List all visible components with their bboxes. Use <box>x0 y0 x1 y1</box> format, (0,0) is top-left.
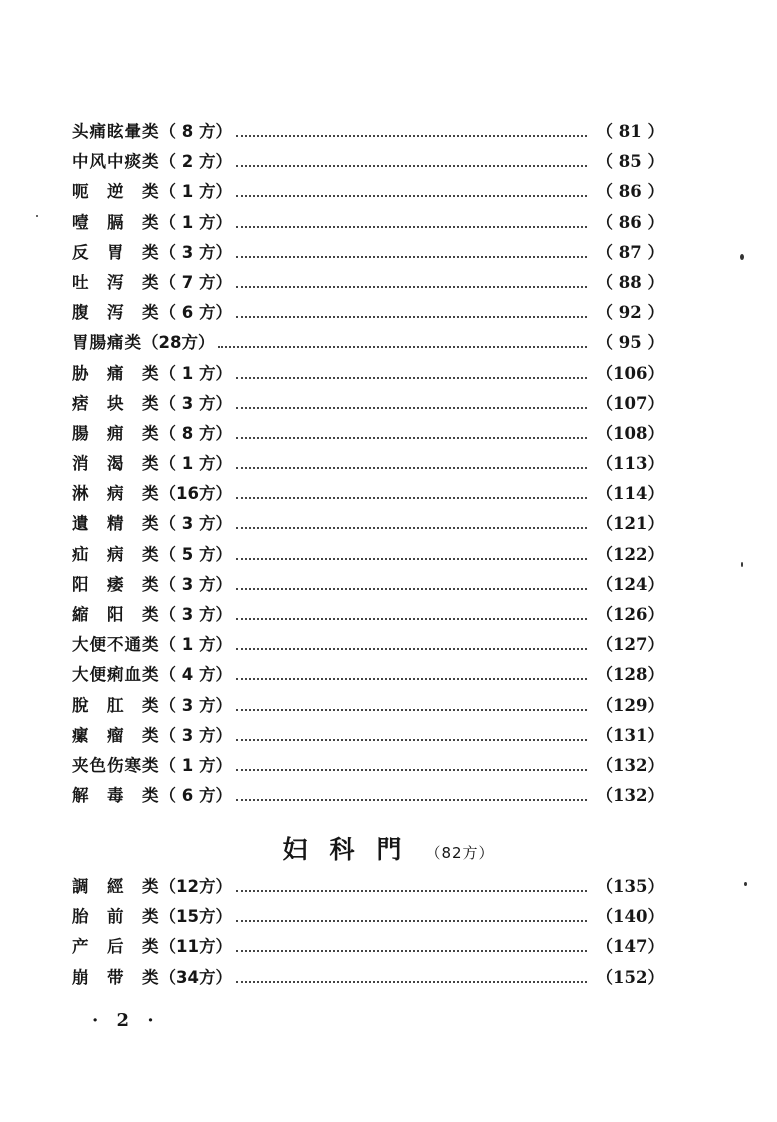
toc-entry-title: 阳 痿 类 <box>72 574 160 594</box>
toc-entry-page: （124） <box>596 574 664 594</box>
toc-entry-page: （126） <box>596 605 664 624</box>
leader-dots <box>236 890 587 892</box>
toc-entry-title: 脫 肛 类 <box>72 695 160 715</box>
toc-entry[interactable] <box>72 420 664 450</box>
toc-entry-page: （ 87 ） <box>596 242 664 262</box>
toc-entry-count: （ 6 方） <box>159 303 232 323</box>
toc-entry-page: （147） <box>596 937 664 957</box>
leader-dots <box>236 226 587 228</box>
toc-entry-title: 呃 逆 类 <box>72 182 160 202</box>
toc-entry-count: （ 1 方） <box>159 212 232 232</box>
page-number: · 2 · <box>92 1010 160 1031</box>
leader-dots <box>236 709 587 711</box>
toc-entry-title: 吐 泻 类 <box>72 272 160 292</box>
toc-entry-title: 胎 前 类 <box>72 907 160 927</box>
toc-entry-page: （129） <box>596 695 664 715</box>
toc-entry[interactable] <box>72 933 664 963</box>
toc-entry-title: 夹色伤寒类 <box>72 755 160 775</box>
leader-dots <box>236 618 587 620</box>
leader-dots <box>236 407 587 409</box>
toc-entry-title: 解 毒 类 <box>72 786 160 806</box>
toc-entry-count: （34方） <box>159 967 232 987</box>
toc-entry-title: 腸 痈 类 <box>72 423 160 443</box>
leader-dots <box>236 799 587 801</box>
toc-entry[interactable] <box>72 299 664 329</box>
toc-entry[interactable] <box>72 239 664 269</box>
toc-entry-count: （ 1 方） <box>159 635 232 655</box>
toc-entry-page: （135） <box>596 877 664 896</box>
leader-dots <box>236 739 587 741</box>
toc-entry[interactable] <box>72 541 664 571</box>
leader-dots <box>236 769 587 771</box>
toc-entry-count: （ 3 方） <box>159 242 232 262</box>
toc-entry-page: （113） <box>596 454 664 474</box>
toc-entry[interactable] <box>72 450 664 480</box>
leader-dots <box>236 437 587 439</box>
toc-entry[interactable] <box>72 118 664 148</box>
scan-speck <box>744 882 747 886</box>
toc-entry-page: （ 81 ） <box>596 122 664 141</box>
toc-entry-count: （ 1 方） <box>159 454 232 474</box>
toc-entry-count: （ 7 方） <box>159 272 232 292</box>
toc-entry-count: （ 1 方） <box>159 755 232 775</box>
toc-entry[interactable] <box>72 964 664 994</box>
toc-entry[interactable] <box>72 209 664 239</box>
leader-dots <box>236 256 587 258</box>
scan-speck <box>741 562 743 567</box>
toc-entry[interactable] <box>72 571 664 601</box>
toc-entry-title: 产 后 类 <box>72 937 160 957</box>
toc-entry-page: （121） <box>596 514 664 534</box>
toc-entry-page: （ 92 ） <box>596 303 664 323</box>
toc-entry-count: （ 1 方） <box>159 363 232 383</box>
toc-entry[interactable] <box>72 510 664 540</box>
toc-entry[interactable] <box>72 752 664 782</box>
toc-entry[interactable] <box>72 903 664 933</box>
toc-entry-count: （ 3 方） <box>159 393 232 413</box>
toc-entry[interactable] <box>72 148 664 178</box>
toc-entry-count: （ 8 方） <box>159 423 232 443</box>
leader-dots <box>236 286 587 288</box>
toc-entry-page: （ 95 ） <box>596 333 664 353</box>
toc-entry-title: 瘰 瘤 类 <box>72 725 160 745</box>
toc-entry[interactable] <box>72 480 664 510</box>
leader-dots <box>236 195 587 197</box>
toc-entry[interactable] <box>72 692 664 722</box>
toc-entry-count: （11方） <box>159 937 232 957</box>
leader-dots <box>236 377 587 379</box>
toc-entry-page: （108） <box>596 423 664 443</box>
toc-entry-count: （ 2 方） <box>159 152 232 172</box>
toc-entry[interactable] <box>72 269 664 299</box>
leader-dots <box>236 135 587 137</box>
toc-entry-count: （15方） <box>159 907 232 927</box>
toc-entry[interactable] <box>72 631 664 661</box>
toc-entry-page: （127） <box>596 635 664 655</box>
leader-dots <box>236 527 587 529</box>
toc-entry-page: （131） <box>596 725 664 745</box>
toc-entry[interactable] <box>72 329 664 359</box>
toc-entry-title: 痞 块 类 <box>72 393 160 413</box>
toc-entry-title: 噎 膈 类 <box>72 212 160 232</box>
toc-entry-page: （ 86 ） <box>596 212 664 232</box>
toc-section-gynecology <box>72 873 664 994</box>
toc-entry-title: 縮 阳 类 <box>72 605 160 624</box>
toc-entry-title: 消 渴 类 <box>72 454 160 474</box>
leader-dots <box>236 588 587 590</box>
toc-entry-count: （ 3 方） <box>159 514 232 534</box>
toc-entry-count: （16方） <box>159 484 232 504</box>
leader-dots <box>236 981 587 983</box>
toc-entry-title: 大便不通类 <box>72 635 160 655</box>
leader-dots <box>236 648 587 650</box>
toc-entry[interactable] <box>72 661 664 691</box>
toc-entry[interactable] <box>72 390 664 420</box>
toc-entry-page: （152） <box>596 967 664 987</box>
toc-entry[interactable] <box>72 360 664 390</box>
scan-speck <box>740 254 744 260</box>
toc-entry-title: 胃腸痛类 <box>72 333 142 353</box>
toc-entry-count: （ 3 方） <box>159 574 232 594</box>
toc-entry-title: 大便痢血类 <box>72 665 160 685</box>
toc-section-internal <box>72 118 664 812</box>
toc-entry-title: 遺 精 类 <box>72 514 160 534</box>
toc-entry-title: 头痛眩暈类 <box>72 122 160 141</box>
toc-entry-count: （28方） <box>142 333 215 353</box>
toc-entry[interactable] <box>72 178 664 208</box>
section-heading-gynecology <box>0 830 777 866</box>
toc-entry-count: （ 8 方） <box>159 122 232 141</box>
toc-entry-count: （ 5 方） <box>159 544 232 564</box>
leader-dots <box>236 678 587 680</box>
leader-dots <box>236 467 587 469</box>
toc-entry-count: （ 1 方） <box>159 182 232 202</box>
leader-dots <box>236 920 587 922</box>
toc-entry-count: （ 6 方） <box>159 786 232 806</box>
leader-dots <box>218 346 586 348</box>
leader-dots <box>236 950 587 952</box>
toc-entry-page: （106） <box>596 363 664 383</box>
toc-entry-title: 胁 痛 类 <box>72 363 160 383</box>
toc-entry-count: （ 3 方） <box>159 605 232 624</box>
toc-entry-count: （ 3 方） <box>159 725 232 745</box>
toc-entry[interactable] <box>72 722 664 752</box>
toc-entry-page: （114） <box>596 484 664 504</box>
toc-entry-title: 腹 泻 类 <box>72 303 160 323</box>
toc-entry[interactable] <box>72 873 664 903</box>
section-heading-count: （82方） <box>425 844 495 862</box>
leader-dots <box>236 558 587 560</box>
leader-dots <box>236 497 587 499</box>
toc-entry-page: （107） <box>596 393 664 413</box>
toc-entry-count: （12方） <box>159 877 232 896</box>
toc-entry-page: （128） <box>596 665 664 685</box>
toc-entry-count: （ 4 方） <box>159 665 232 685</box>
section-heading-title: 妇科門 <box>282 835 424 864</box>
toc-entry-page: （132） <box>596 755 664 775</box>
toc-entry-title: 反 胃 类 <box>72 242 160 262</box>
toc-entry-title: 中风中痰类 <box>72 152 160 172</box>
toc-entry-title: 淋 病 类 <box>72 484 160 504</box>
leader-dots <box>236 165 587 167</box>
leader-dots <box>236 316 587 318</box>
toc-entry-page: （140） <box>596 907 664 927</box>
toc-entry-title: 崩 带 类 <box>72 967 160 987</box>
toc-entry-page: （122） <box>596 544 664 564</box>
scan-speck <box>36 215 38 217</box>
toc-entry-title: 疝 病 类 <box>72 544 160 564</box>
toc-entry-page: （132） <box>596 786 664 806</box>
toc-entry[interactable] <box>72 782 664 812</box>
toc-entry-count: （ 3 方） <box>159 695 232 715</box>
toc-entry-page: （ 85 ） <box>596 152 664 172</box>
toc-entry[interactable] <box>72 601 664 631</box>
toc-entry-page: （ 88 ） <box>596 272 664 292</box>
toc-entry-title: 調 經 类 <box>72 877 160 896</box>
toc-entry-page: （ 86 ） <box>596 182 664 202</box>
